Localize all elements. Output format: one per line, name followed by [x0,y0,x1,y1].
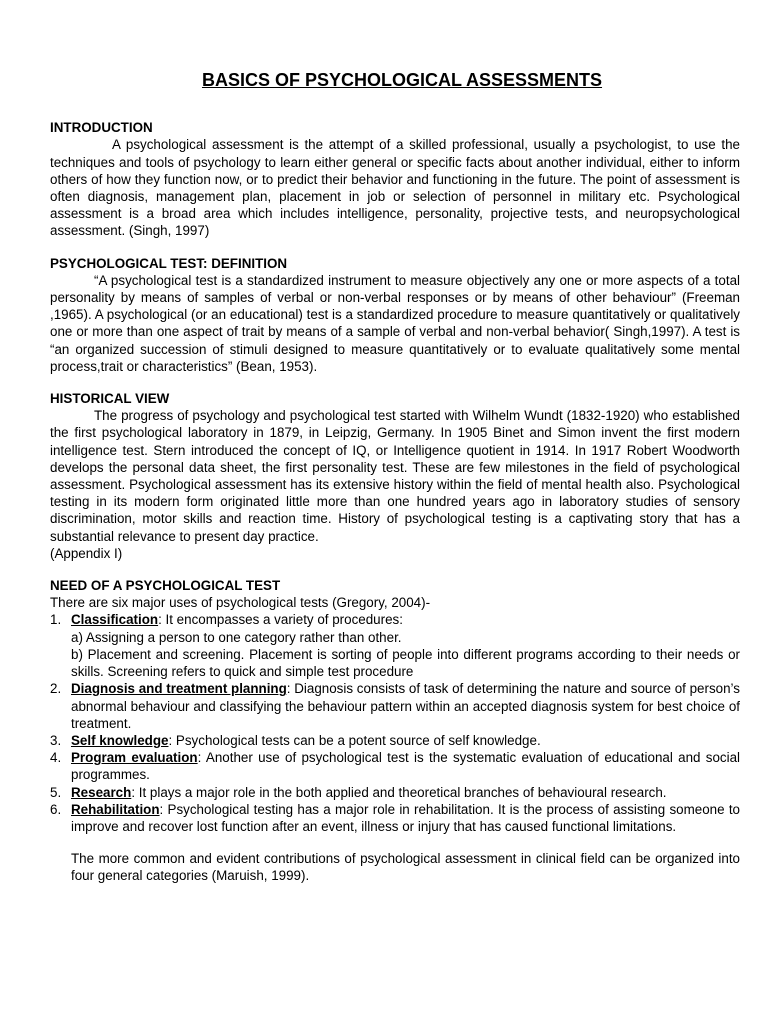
list-item-number: 3. [50,732,62,748]
document-title: BASICS OF PSYCHOLOGICAL ASSESSMENTS [201,70,603,90]
list-item-term: Diagnosis and treatment planning [71,681,287,697]
list-item [50,749,740,783]
list-item-term: Self knowledge [71,732,169,748]
list-item-number: 4. [50,750,62,766]
paragraph-need-intro: There are six major uses of psychological tests (Gregory, 2004)- [50,595,431,611]
list-item [50,611,740,680]
paragraph-historical: The progress of psychology and psychological test started with Wilhelm Wundt (1832-1920) who established the first psychological laboratory in 1879, in Leipzig, Germany. In 1905 Binet and Simon invent the first modern intelligence test. Stern introduced the concept of IQ, or Intelligence quotient in 1914. In 1917 Robert Woodworth develops the personal data sheet, the first personality test. These are few milestones in the field of psychological assessment. Psychological assessment has its extensive history within the field of mental health also. Psychological testing in its modern form originated little more than one hundred years ago in laboratory studies of sensory discrimination, motor skills and reaction time. History of psychological testing is a captivating story that has a substantial relevance to present day practice. [50,408,740,544]
paragraph-introduction: A psychological assessment is the attempt of a skilled professional, usually a psychologist, to use the techniques and tools of psychology to learn either general or specific facts about another individual, either to inform others of how they function now, or to predict their behavior and functioning in the future. The point of assessment is often diagnosis, management plan, placement in job or selection of personnel in military etc. Psychological assessment is a broad area which includes intelligence, personality, projective tests, and neuropsychological assessment. (Singh, 1997) [50,137,740,239]
list-item-term: Program evaluation [71,750,198,766]
paragraph-definition: “A psychological test is a standardized instrument to measure objectively any one or more aspects of a total personality by means of samples of verbal or non-verbal responses or by means of other behaviour” (Freeman ,1965). A psychological (or an educational) test is a standardized procedure to measure quantitatively or qualitatively one or more than one aspect of trait by means of a sample of verbal and non-verbal behavior( Singh,1997). A test is “an organized succession of stimuli designed to measure quantitatively or to evaluate qualitatively some mental process,trait or characteristics” (Bean, 1953). [50,272,740,374]
section-heading-introduction: INTRODUCTION [50,120,153,136]
list-item [50,732,740,749]
list-subitem: a) Assigning a person to one category rather than other. [71,629,402,645]
list-item-text: : It encompasses a variety of procedures: [158,612,403,628]
section-need [50,577,740,884]
list-item-text: : Another use of psychological test is the systematic evaluation of educational and social programmes. [71,750,741,783]
list-item-term: Classification [71,612,159,628]
list-item-number: 2. [50,681,62,697]
appendix-reference: (Appendix I) [50,545,123,561]
list-subitem: b) Placement and screening. Placement is sorting of people into different programs according to their needs or skills. Screening refers to quick and simple test procedure [71,646,740,680]
uses-list [50,611,740,835]
list-item [50,784,740,801]
list-item-number: 5. [50,784,62,800]
section-heading-need: NEED OF A PSYCHOLOGICAL TEST [50,578,281,594]
list-item-number: 6. [50,801,62,817]
list-item [50,801,740,835]
list-item-term: Research [71,784,132,800]
list-item-term: Rehabilitation [71,801,160,817]
section-heading-historical: HISTORICAL VIEW [50,391,170,407]
list-item-text: : Diagnosis consists of task of determining the nature and source of person’s abnormal behaviour and classifying the behaviour pattern within an accepted diagnosis system for best choice of treatment. [71,681,740,731]
list-item [50,680,740,732]
list-item-number: 1. [50,612,62,628]
section-introduction [50,119,740,239]
section-historical [50,390,740,562]
section-heading-definition: PSYCHOLOGICAL TEST: DEFINITION [50,255,288,271]
list-item-text: : It plays a major role in the both applied and theoretical branches of behavioural research. [131,784,667,800]
paragraph-closing: The more common and evident contributions of psychological assessment in clinical field can be organized into four general categories (Maruish, 1999). [71,851,740,884]
list-item-text: : Psychological tests can be a potent source of self knowledge. [168,732,541,748]
section-definition [50,255,740,375]
list-item-text: : Psychological testing has a major role in rehabilitation. It is the process of assisting someone to improve and recover lost function after an event, illness or injury that has caused functional limitations. [71,801,740,834]
